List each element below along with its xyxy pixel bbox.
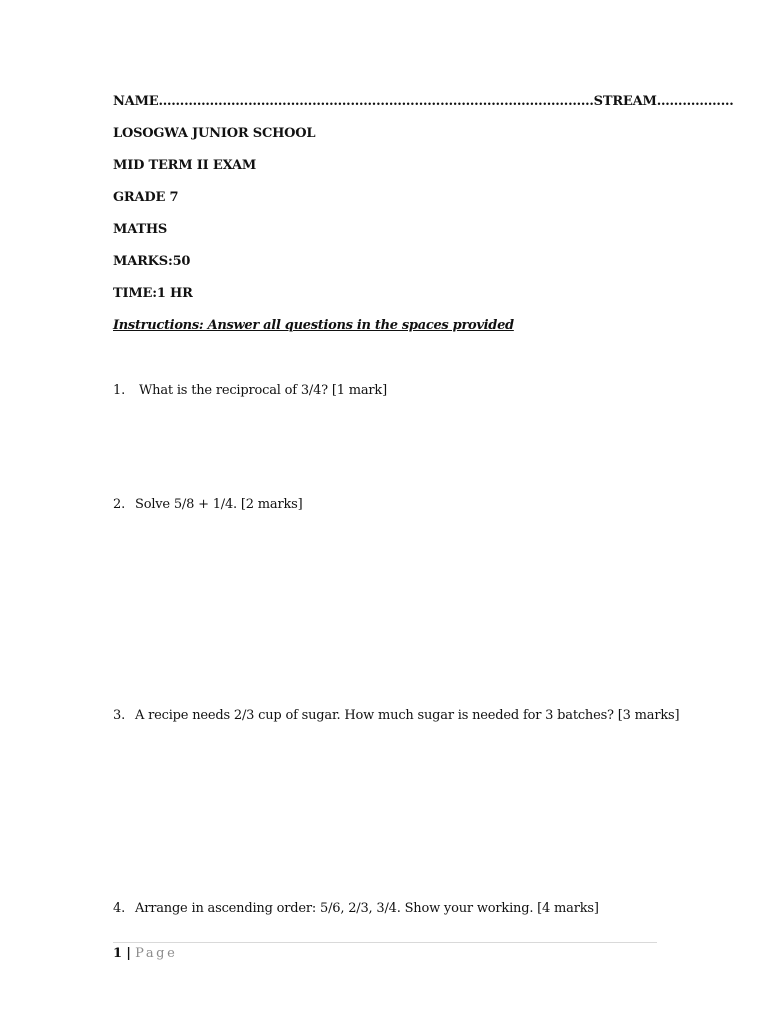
time-label: TIME:1 HR bbox=[113, 286, 193, 301]
footer-separator: | bbox=[126, 946, 131, 961]
subject-label: MATHS bbox=[113, 222, 168, 237]
question-text: What is the reciprocal of 3/4? [1 mark] bbox=[139, 383, 387, 398]
question-text: Solve 5/8 + 1/4. [2 marks] bbox=[135, 497, 303, 512]
question-number: 2. bbox=[113, 497, 126, 512]
question-number: 4. bbox=[113, 901, 126, 916]
question-number: 1. bbox=[113, 383, 126, 398]
question-number: 3. bbox=[113, 708, 126, 723]
question-4 bbox=[113, 902, 599, 915]
exam-title: MID TERM II EXAM bbox=[113, 158, 257, 173]
marks-label: MARKS:50 bbox=[113, 254, 191, 269]
page-number: 1 bbox=[113, 946, 123, 961]
name-stream-line: NAME…………………………………………………………………………………………STREAM……………… bbox=[113, 94, 734, 109]
question-1 bbox=[113, 384, 387, 397]
question-3 bbox=[113, 709, 679, 722]
school-name: LOSOGWA JUNIOR SCHOOL bbox=[113, 126, 316, 141]
question-text: A recipe needs 2/3 cup of sugar. How much sugar is needed for 3 batches? [3 marks] bbox=[135, 708, 680, 723]
page-word: Page bbox=[135, 946, 178, 961]
footer-divider bbox=[113, 942, 657, 943]
question-text: Arrange in ascending order: 5/6, 2/3, 3/4. Show your working. [4 marks] bbox=[135, 901, 599, 916]
question-2 bbox=[113, 498, 303, 511]
instructions: Instructions: Answer all questions in the spaces provided bbox=[113, 318, 514, 333]
grade-label: GRADE 7 bbox=[113, 190, 179, 205]
page-footer bbox=[113, 946, 177, 961]
